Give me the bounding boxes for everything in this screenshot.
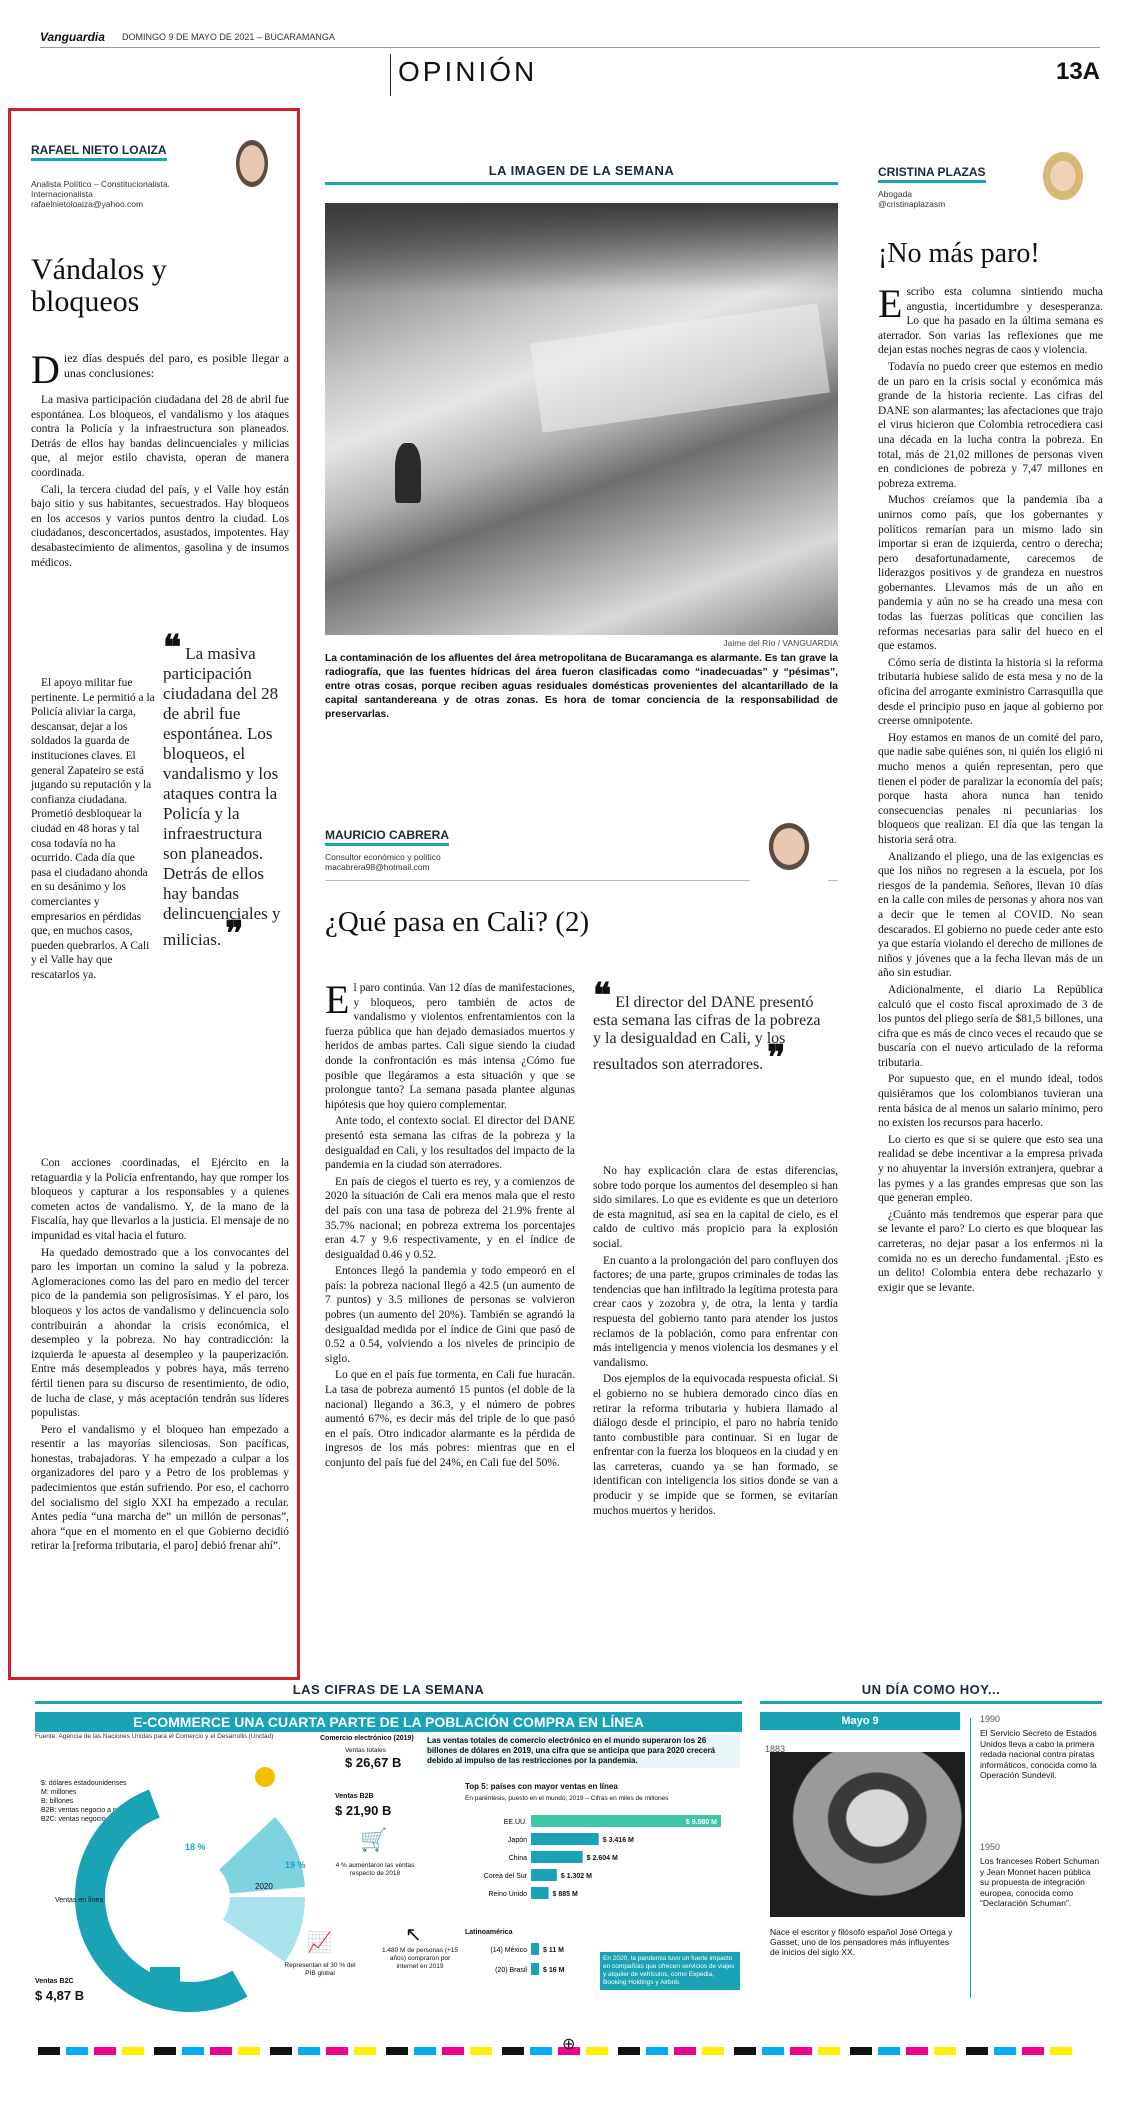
b2c-label: Ventas B2C <box>35 1978 74 1985</box>
paragraph: Lo que en el país fue tormenta, en Cali fue huracán. La tasa de pobreza aumentó 15 puntos (el doble de la nacional) llegando a 36.3, y el número de pobres aumentó 67%, es decir más del triple de lo que pasó en el país. Otro indicador alarmante es la pérdida de ingresos de los más pobres: mientras que en el conjunto del país fue del 24%, en Cali fue del 50%. <box>325 1369 575 1469</box>
section-header: LAS CIFRAS DE LA SEMANA <box>35 1682 742 1704</box>
b2b-label: Ventas B2B <box>335 1793 374 1800</box>
author-email: macabrera98@hotmail.com <box>325 862 430 872</box>
bar-value-label: $ 2.604 M <box>586 1855 618 1862</box>
paragraph: scribo esta columna sintiendo mucha angustia, incertidumbre y desesperanza. Lo que ha pasado en la última semana es aterrador. Son varias las reflexiones que me dejan estas noches negras de caos y violencia. <box>878 286 1103 357</box>
dateline: DOMINGO 9 DE MAYO DE 2021 – BUCARAMANGA <box>122 32 335 42</box>
registration-mark-icon: ⊕ <box>562 2036 576 2053</box>
section-title: OPINIÓN <box>398 56 538 87</box>
author-role-2: Internacionalista <box>31 189 93 199</box>
note-text: En 2020, la pandemia tuvo un fuerte impacto en compañías que ofrecen servicios de viajes y alquiler de vehículos, como Expedia, Booking Holdings y Airbnb. <box>600 1952 740 1990</box>
ventas-en-linea-label: Ventas en línea <box>55 1897 104 1904</box>
b2c-value: $ 4,87 B <box>35 1988 85 2003</box>
author-role: Consultor económico y político <box>325 852 441 862</box>
bar-category-label: Reino Unido <box>488 1891 527 1898</box>
paragraph: Con acciones coordinadas, el Ejército en la retaguardia y la Policía enfrentando, hay que romper los bloqueos y capturar a los responsables y a quienes cometen actos de vandalismo. Y, de la mano de la Fiscalía, hay que llevarlos a la justicia. El mensaje de no impunidad es vital hacia el futuro. <box>31 1157 289 1242</box>
bar-category-label: (20) Brasil <box>495 1967 527 1974</box>
author-name: CRISTINA PLAZAS <box>878 165 986 183</box>
event-1950: Los franceses Robert Schuman y Jean Monnet hacen pública su propuesta de integración europea, conocida como “Declaración Schuman”. <box>980 1856 1100 1908</box>
author-photo <box>750 822 828 892</box>
photo-caption: La contaminación de los afluentes del área metropolitana de Bucaramanga es alarmante. Es tan grave la radiografía, que las fuentes hídricas del área fueron clasificadas como “inadecuadas” y “pésimas”, entre otras cosas, porque reciben aguas residuales domésticas provenientes del alcantarillado de la capital santandereana y de otras zonas. Es hora de tomar conciencia de la responsabilidad de preservarlas. <box>325 653 838 720</box>
lead-text: iez días después del paro, es posible llegar a unas conclusiones: <box>63 351 289 380</box>
cart-icon: 🛒 <box>360 1827 388 1852</box>
close-quote-icon: ❞ <box>767 1039 786 1077</box>
paragraph: Cómo sería de distinta la historia si la reforma tributaria hubiese salido de esta mesa y no de la oficina del arrogante exministro Carrasquilla que desde el principio puso en jaque al gobierno por creerse omnipotente. <box>878 656 1103 728</box>
bar-value-label: $ 9.580 M <box>685 1819 717 1826</box>
paragraph: Entonces llegó la pandemia y todo empeoró en el país: la pobreza nacional llegó a 42.5 (un aumento de 7 puntos) y 3.5 millones de personas se volvieron pobres (un aumento del 20%). También se agrandó la desigualdad medida por el índice de Gini que pasó de 0.52 a 0.54, volviendo a los niveles de principio de siglo. <box>325 1265 575 1365</box>
open-quote-icon: ❝ <box>163 629 182 667</box>
paragraph: Hoy estamos en manos de un comité del paro, que nadie sabe quiénes son, ni quién los eligió ni mucho menos a quién representan, pero que tienen el poder de paralizar la economía del país; porque hasta ahora nunca han tenido consecuencias penales ni pecuniarias los bloqueos que realizan. El día que las tengan la historia será otra. <box>878 731 1103 846</box>
ventas-totales-label: Ventas totales <box>345 1747 386 1754</box>
bar-value-label: $ 3.416 M <box>602 1837 634 1844</box>
drop-cap: E <box>325 977 350 1022</box>
pull-quote: ❝ El director del DANE presentó esta semana las cifras de la pobreza y la desigualdad en Cali, y los resultados son aterradores. ❞ <box>593 977 821 1077</box>
top5-subtitle: En paréntesis, puesto en el mundo; 2019 – Cifras en miles de millones <box>465 1795 669 1802</box>
aumento-text: 4 % aumentaron las ventas respecto de 2018 <box>335 1862 415 1877</box>
bar <box>531 1869 557 1881</box>
photo-section <box>325 163 838 722</box>
open-quote-icon: ❝ <box>593 977 612 1015</box>
river-photo <box>325 203 838 635</box>
article-title: Vándalos y bloqueos <box>31 253 167 318</box>
year-1883: 1883 <box>765 1744 786 1754</box>
bar <box>531 1851 583 1863</box>
total-value: $ 26,67 B <box>345 1755 402 1770</box>
page-number: 13A <box>1055 58 1100 85</box>
brand-logo: Vanguardia <box>40 30 105 44</box>
author-email: rafaelnietoloaiza@yahoo.com <box>31 199 144 209</box>
author-photo <box>1028 148 1098 218</box>
paragraph: Ante todo, el contexto social. El director del DANE presentó esta semana las cifras de la pobreza y la desigualdad en Cali, y los resultados del impacto de la pandemia en la ciudad son aterradores. <box>325 1115 575 1172</box>
comercio-label: Comercio electrónico (2019) <box>320 1735 414 1742</box>
event-1990: El Servicio Secreto de Estados Unidos lleva a cabo la primera redada nacional contra piratas informáticos, conocida como la Operación Sundevil. <box>980 1728 1097 1780</box>
drop-cap: D <box>31 347 60 392</box>
article-title: ¡No más paro! <box>878 238 1040 269</box>
column-plazas <box>878 163 1103 1294</box>
latam-label: Latinoamérica <box>465 1929 513 1936</box>
author-role: Analista Político – Constitucionalista. <box>31 179 170 189</box>
pct-2020: 19 % <box>285 1860 306 1870</box>
pib-text: Representan el 30 % del PIB global <box>284 1962 356 1977</box>
bar <box>531 1963 539 1975</box>
bar-value-label: $ 16 M <box>543 1967 565 1974</box>
year-1950: 1950 <box>980 1842 1001 1852</box>
paragraph: l paro continúa. Van 12 días de manifestaciones, y bloqueos, pero también de actos de vandalismo y violentos enfrentamientos con la fuerza pública que han dejado demasiados muertos y heridos de ambas partes. Cali sigue siendo la ciudad donde la confrontación es más intensa ¿Cómo fue posible que llegáramos a esta situación y que se prolongue tanto? La semana pasada plantee algunas hipótesis que hoy quiero complementar. <box>325 982 575 1111</box>
paragraph: Cali, la tercera ciudad del país, y el Valle hoy están bajo sitio y sus habitantes, secuestrados. Hay bloqueos en los accesos y varios puntos dentro la ciudad. Los ciudadanos, desconcertados, asustados, impotentes. Hay desabastecimiento de alimentos, gasolina y de insumos médicos. <box>31 483 289 569</box>
personas-text: 1.480 M de personas (+15 años) compraron por internet en 2019 <box>381 1947 459 1970</box>
paragraph: Lo cierto es que si se quiere que esto sea una realidad se debe incentivar a la empresa privada y no ahuyentar la inversión extranjera, quebrar a las pymes y a las grandes empresas que son las que generan empleo. <box>878 1133 1103 1205</box>
paragraph: Analizando el pliego, una de las exigencias es que los niños no regresen a la escuela, por los riesgos de la pandemia. Señores, llevan 10 días en la calle con miles de personas y ahora nos van a decir que le temen al COVID. No sean descarados. El gobierno no puede ceder ante esto ya que estaría violando el derecho de millones de niños y jóvenes que a la fecha llevan más de un año sin estudiar. <box>878 850 1103 980</box>
pct-2019: 18 % <box>185 1842 206 1852</box>
bar <box>531 1943 539 1955</box>
paragraph: ¿Cuánto más tendremos que esperar para que se levante el paro? Lo cierto es que bloquear las carreteras, no dejar pasar a los enfermos ni la comida no es un derecho fundamental. ¡Esto es un delito! Colombia entera debe rechazarlo y exigir que se levante. <box>878 1208 1103 1294</box>
photo-credit: Jaime del Río / VANGUARDIA <box>723 638 838 648</box>
bar-category-label: China <box>508 1855 527 1862</box>
author-photo <box>221 139 283 209</box>
author-name: MAURICIO CABRERA <box>325 828 449 846</box>
legend: $: dólares estadounidenses M: millones B: billones B2B: ventas negocio a negocio B2C: ventas negocio a consumidor <box>41 1780 150 1823</box>
author-handle: @cristinaplazasm <box>878 199 946 209</box>
year-2019: 2019 <box>175 1860 193 1869</box>
bar-value-label: $ 11 M <box>543 1947 565 1954</box>
growth-chart-icon: 📈 <box>307 1932 332 1954</box>
infographic <box>35 1682 742 2017</box>
source: Fuente: Agencia de las Naciones Unidas para el Comercio y el Desarrollo (Unctad) <box>35 1733 274 1740</box>
bar-category-label: EE.UU. <box>503 1819 527 1826</box>
paragraph: El apoyo militar fue pertinente. Le permitió a la Policía aliviar la carga, descansar, dejar a los soldados la guarda de instituciones claves. El general Zapateiro se está jugando su reputación y la confianza ciudadana. Prometió desbloquear la ciudad en 48 horas y tal cosa todavía no ha ocurrido. Cada día que pasa el ciudadano ahonda en su desánimo y los comerciantes y empresarios en pérdidas que, en muchos casos, pueden quebrarlos. A Cali y el Valle hay que rescatarlos ya. <box>31 677 155 981</box>
on-this-day <box>760 1682 1102 2017</box>
paragraph: Dos ejemplos de la equivocada respuesta oficial. Si el gobierno no se hubiera demorado cinco días en retirar la reforma tributaria y hubiera llamado al diálogo desde el principio, el paro no habría tenido tanto combustible para continuar. Si en lugar de enfrentar con la fuerza los bloqueos en la ciudad y en las carreteras, cuando ya se han formado, se identifican con inteligencia los sitios donde se van a producir y se impide que se formen, se evitarían muchos muertos y heridos. <box>593 1373 838 1517</box>
masthead <box>40 30 1100 100</box>
cursor-icon: ↖ <box>405 1924 422 1946</box>
pull-quote: ❝ La masiva participación ciudadana del 28 de abril fue espontánea. Los bloqueos, el vandalismo y los ataques contra la Policía y la infraestructura son planeados. Detrás de ellos hay bandas delincuenciales y milicias. ❞ <box>163 629 281 953</box>
paragraph: Todavía no puedo creer que estemos en medio de un paro en la crisis social y económica más grande de la historia reciente. Las cifras del DANE son alarmantes; las afectaciones que trajo el virus hicieron que Colombia retrocediera casi una década en la lucha contra la pobreza. En total, más de 21,02 millones de personas viven en condiciones de pobreza y 7,47 millones en pobreza extrema. <box>878 360 1103 490</box>
section-header: UN DÍA COMO HOY... <box>760 1682 1102 1704</box>
paragraph: Por supuesto que, en el mundo ideal, todos quisiéramos que los colombianos tuvieran una renta básica de al menos un salario mínimo, pero no existen los recursos para hacerlo. <box>878 1073 1103 1130</box>
year-1990: 1990 <box>980 1714 1001 1724</box>
year-2020: 2020 <box>255 1882 273 1891</box>
close-quote-icon: ❞ <box>225 915 244 953</box>
paragraph: Adicionalmente, el diario La República calculó que el costo fiscal aproximado de 3 de los puntos del pliego sería de $81,5 billones, una cifra que es más de cinco veces el recaudo que se buscaría con el nuevo articulado de la reforma tributaria. <box>878 983 1103 1069</box>
top5-title: Top 5: países con mayor ventas en línea <box>465 1782 618 1791</box>
intro-text: Las ventas totales de comercio electrónico en el mundo superaron los 26 billones de dólares en 2019, una cifra que se anticipa que para 2020 crecerá debido al impulso de las restricciones por la pandemia. <box>425 1734 740 1768</box>
paragraph: La masiva participación ciudadana del 28 de abril fue espontánea. Los bloqueos, el vandalismo y los ataques contra la Policía y la infraestructura son planeados. Detrás de ellos hay bandas delincuenciales y milicias que, al mejor estilo chavista, operan de manera coordinada. <box>31 394 289 479</box>
bar-category-label: Corea del Sur <box>483 1873 527 1880</box>
paragraph: Muchos creíamos que la pandemia iba a unirnos como país, que los gobernantes y políticos remarían para un mismo lado sin importar si eran de izquierda, centro o derecha; pero desafortunadamente, carecemos de liderazgos positivos y de grandeza en nuestros gobernantes. Llevamos más de un año en pandemia y aún no se ha creado una mesa con todas las fuerzas políticas que concilien las reformas necesarias para salir del hueco en el que estamos. <box>878 494 1103 653</box>
paragraph: Ha quedado demostrado que a los convocantes del paro les importan un comino la salud y la pobreza. Aglomeraciones como las del paro en medio del tercer pico de la pandemia son peligrosísimas. Y el paro, los bloqueos y los actos de vandalismo y delincuencia solo contribuirán a ahondar la crisis económica, el desempleo y la pobreza. No hay contradicción: la izquierda le apuesta al desempleo y la pauperización. Entre más desempleados y pobres haya, más terreno fértil tienen para su discurso de resentimiento, de odio, de lucha de clase, y más aceptación tendrán sus líderes populistas. <box>31 1246 289 1420</box>
section-header: LA IMAGEN DE LA SEMANA <box>325 163 838 185</box>
b2b-value: $ 21,90 B <box>335 1803 392 1818</box>
paragraph: Pero el vandalismo y el bloqueo han empezado a resentir a las mayorías silenciosas. Son pacíficas, honestas, trabajadoras. Y ha empezado a culpar a los organizadores del paro y a Petro de los problemas y padecimientos que están sufriendo. Por eso, el cachorro del socialismo del siglo XXI ha empezado a recular. Antes pedía “una marcha de” un millón de personas”, ahora “que en el momento en el que Gobierno decidió retirar la [reforma tributaria, el paro] debió frenar ahí”. <box>31 1423 289 1553</box>
bar-category-label: Japón <box>507 1837 527 1844</box>
paragraph: No hay explicación clara de estas diferencias, sobre todo porque los aumentos del desempleo si han sido similares. Lo que es evidente es que un deterioro de esta magnitud, así sea en la capital de cielo, es el caldo de cultivo más propicio para la explosión social. <box>593 1165 838 1250</box>
author-name: RAFAEL NIETO LOAIZA <box>31 143 167 161</box>
column-cabrera <box>325 826 838 1517</box>
bar-value-label: $ 1.302 M <box>560 1873 592 1880</box>
author-role: Abogada <box>878 189 913 199</box>
paragraph: En país de ciegos el tuerto es rey, y a comienzos de 2020 la situación de Cali era menos mala que el resto del país con una tasa de pobreza del 21.9% frente al 35.7% nacional; en pobreza extrema los porcentajes eran 4.7 y 9.6 respectivamente, y en el índice de desigualdad 0.46 y 0.52. <box>325 1175 575 1261</box>
ortega-photo <box>770 1752 965 1917</box>
article-title: ¿Qué pasa en Cali? (2) <box>325 906 590 938</box>
drop-cap: E <box>878 281 903 326</box>
paragraph: En cuanto a la prolongación del paro confluyen dos factores; de una parte, grupos criminales de todas las tendencias que han infiltrado la legítima protesta para crear caos y zozobra y, de otra, la lenta y tardía respuesta del gobierno tanto para atender los justos reclamos de la población, como para enfrentar con más inteligencia y menos violencia los desmanes y el vandalismo. <box>593 1254 838 1369</box>
bar <box>531 1833 599 1845</box>
bar-category-label: (14) México <box>490 1947 527 1954</box>
bar <box>531 1887 549 1899</box>
bar-value-label: $ 885 M <box>552 1891 578 1898</box>
infographic-banner: E-COMMERCE UNA CUARTA PARTE DE LA POBLACIÓN COMPRA EN LÍNEA <box>35 1712 742 1732</box>
date-bar: Mayo 9 <box>760 1712 960 1730</box>
column-nieto <box>8 108 300 1680</box>
event-1883: Nace el escritor y filósofo español José Ortega y Gasset, uno de los pensadores más influyentes de inicios del siglo XX. <box>770 1927 953 1957</box>
